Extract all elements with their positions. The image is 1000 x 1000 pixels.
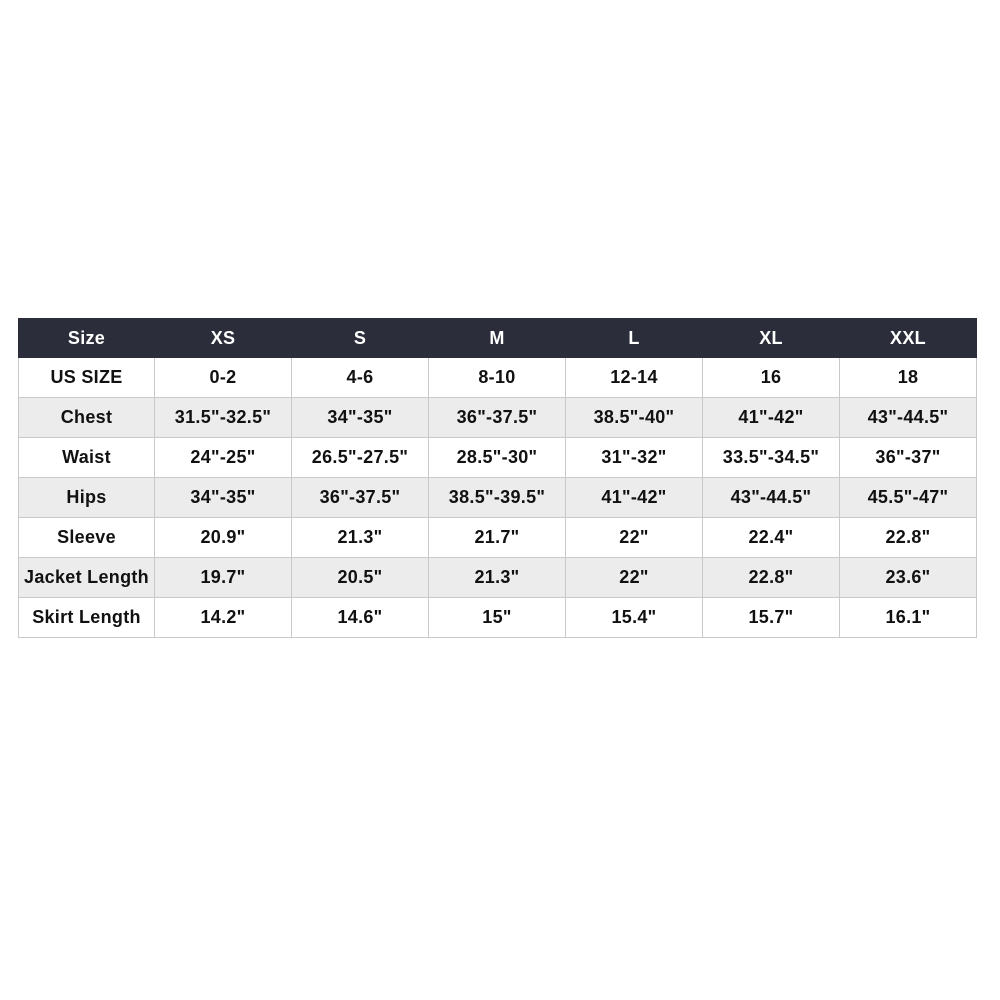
cell-xxl: 16.1"	[840, 598, 977, 638]
cell-m: 8-10	[429, 358, 566, 398]
header-cell-xxl: XXL	[840, 319, 977, 358]
cell-s: 26.5"-27.5"	[292, 438, 429, 478]
header-cell-xs: XS	[155, 319, 292, 358]
cell-xs: 19.7"	[155, 558, 292, 598]
size-header-row	[19, 319, 977, 358]
cell-xs: 31.5"-32.5"	[155, 398, 292, 438]
size-chart-table	[18, 318, 977, 638]
cell-m: 21.3"	[429, 558, 566, 598]
cell-m: 21.7"	[429, 518, 566, 558]
cell-l: 31"-32"	[566, 438, 703, 478]
header-cell-size: Size	[19, 319, 155, 358]
cell-xl: 15.7"	[703, 598, 840, 638]
row-jacket-length	[19, 558, 977, 598]
cell-xs: 0-2	[155, 358, 292, 398]
row-label: Sleeve	[19, 518, 155, 558]
cell-s: 21.3"	[292, 518, 429, 558]
cell-s: 34"-35"	[292, 398, 429, 438]
cell-m: 38.5"-39.5"	[429, 478, 566, 518]
cell-xl: 43"-44.5"	[703, 478, 840, 518]
row-hips	[19, 478, 977, 518]
header-cell-l: L	[566, 319, 703, 358]
cell-m: 28.5"-30"	[429, 438, 566, 478]
cell-xxl: 45.5"-47"	[840, 478, 977, 518]
row-label: Skirt Length	[19, 598, 155, 638]
cell-xl: 33.5"-34.5"	[703, 438, 840, 478]
row-label: Jacket Length	[19, 558, 155, 598]
row-us-size	[19, 358, 977, 398]
cell-l: 22"	[566, 558, 703, 598]
header-cell-s: S	[292, 319, 429, 358]
cell-l: 15.4"	[566, 598, 703, 638]
cell-xs: 14.2"	[155, 598, 292, 638]
header-cell-xl: XL	[703, 319, 840, 358]
cell-s: 14.6"	[292, 598, 429, 638]
cell-xxl: 22.8"	[840, 518, 977, 558]
header-cell-m: M	[429, 319, 566, 358]
cell-l: 22"	[566, 518, 703, 558]
cell-s: 36"-37.5"	[292, 478, 429, 518]
row-skirt-length	[19, 598, 977, 638]
row-label: Chest	[19, 398, 155, 438]
cell-l: 12-14	[566, 358, 703, 398]
cell-m: 15"	[429, 598, 566, 638]
row-waist	[19, 438, 977, 478]
row-label: US SIZE	[19, 358, 155, 398]
cell-xs: 34"-35"	[155, 478, 292, 518]
cell-xxl: 43"-44.5"	[840, 398, 977, 438]
cell-xxl: 18	[840, 358, 977, 398]
cell-xl: 41"-42"	[703, 398, 840, 438]
row-label: Hips	[19, 478, 155, 518]
cell-s: 20.5"	[292, 558, 429, 598]
cell-xl: 16	[703, 358, 840, 398]
row-chest	[19, 398, 977, 438]
cell-xs: 20.9"	[155, 518, 292, 558]
cell-xxl: 36"-37"	[840, 438, 977, 478]
cell-xxl: 23.6"	[840, 558, 977, 598]
cell-m: 36"-37.5"	[429, 398, 566, 438]
cell-s: 4-6	[292, 358, 429, 398]
cell-l: 38.5"-40"	[566, 398, 703, 438]
cell-xs: 24"-25"	[155, 438, 292, 478]
row-label: Waist	[19, 438, 155, 478]
cell-xl: 22.8"	[703, 558, 840, 598]
cell-l: 41"-42"	[566, 478, 703, 518]
row-sleeve	[19, 518, 977, 558]
cell-xl: 22.4"	[703, 518, 840, 558]
